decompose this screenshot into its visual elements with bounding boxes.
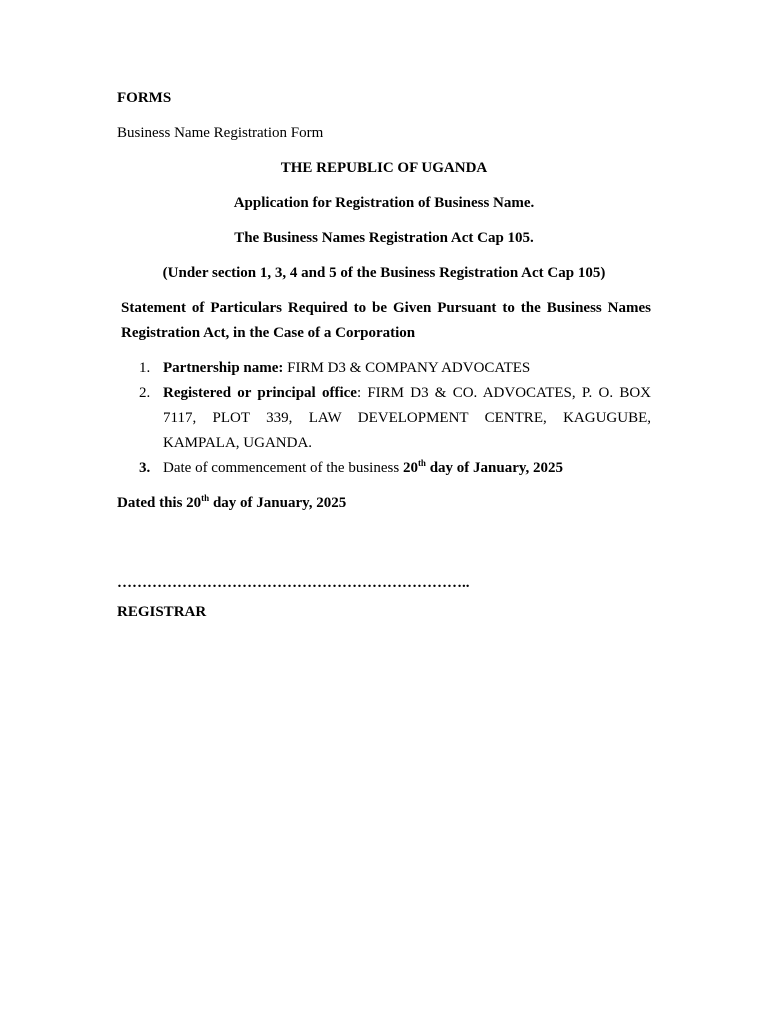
commencement-label: Date of commencement of the business — [163, 460, 403, 476]
list-item-registered-office — [117, 381, 651, 456]
form-name: Business Name Registration Form — [117, 125, 324, 141]
dated-sup: th — [201, 493, 210, 503]
list-item-commencement-date — [117, 456, 651, 481]
republic-title: THE REPUBLIC OF UGANDA — [280, 160, 488, 176]
commencement-date-rest: day of January, 2025 — [425, 460, 564, 476]
section-title: (Under section 1, 3, 4 and 5 of the Business Registration Act Cap 105) — [162, 265, 606, 281]
application-title: Application for Registration of Business Name. — [233, 195, 535, 211]
list-number: 1. — [139, 360, 151, 376]
forms-heading: FORMS — [117, 90, 172, 106]
statement-heading: Statement of Particulars Required to be Given Pursuant to the Business Names Registration Act, in the Case of a Corporation — [121, 300, 651, 341]
list-number: 3. — [139, 460, 151, 476]
partnership-name-value: FIRM D3 & COMPANY ADVOCATES — [283, 360, 531, 376]
document-body — [117, 86, 651, 625]
commencement-date-sup: th — [417, 458, 426, 468]
dated-line — [117, 491, 651, 516]
list-item-partnership-name — [117, 356, 651, 381]
list-number: 2. — [139, 385, 151, 401]
registered-office-label: Registered or principal office — [163, 385, 357, 401]
registered-office-value: : FIRM D3 & CO. ADVOCATES, P. O. BOX 7117, PLOT 339, LAW DEVELOPMENT CENTRE, KAGUGUBE, KAMPALA, UGANDA. — [163, 385, 651, 451]
dated-prefix: Dated this 20 — [117, 495, 202, 511]
registrar-label: REGISTRAR — [117, 604, 207, 620]
dated-rest: day of January, 2025 — [209, 495, 347, 511]
partnership-name-label: Partnership name: — [163, 360, 284, 376]
particulars-list — [117, 356, 651, 481]
signature-line: …………………………………………………………….. — [117, 575, 470, 591]
commencement-date-day: 20 — [402, 460, 418, 476]
act-title: The Business Names Registration Act Cap 105. — [234, 230, 534, 246]
